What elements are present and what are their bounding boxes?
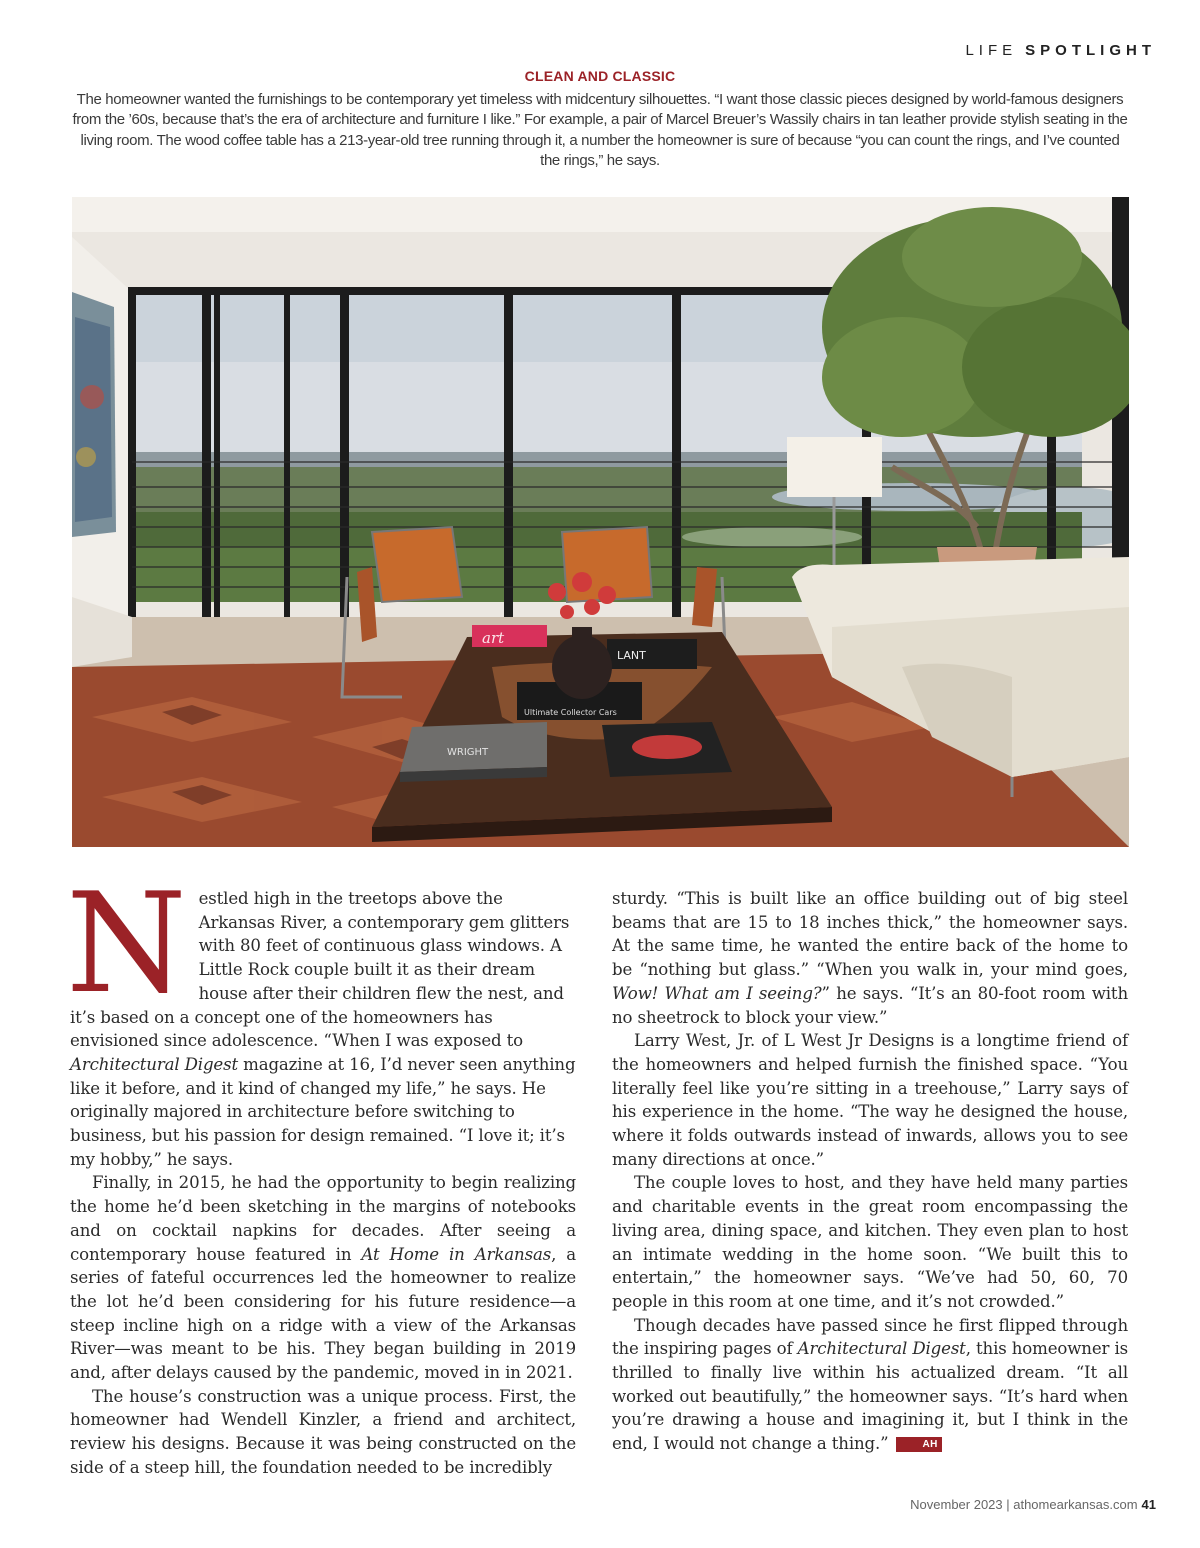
book-title-lant: LANT [617,649,646,662]
book-title-cars: Ultimate Collector Cars [524,708,617,717]
department-label: SPOTLIGHT [1025,42,1156,59]
footer-text: November 2023 | athomearkansas.com [910,1497,1138,1512]
page-number: 41 [1141,1497,1156,1512]
page-footer [910,1497,1156,1512]
article-column-right [612,887,1128,1456]
drop-cap: N [66,863,187,1024]
article-paragraph-4: sturdy. “This is built like an office building out of big steel beams that are 15 to 18 inches thick,” the homeowner says. At the same time, he wanted the entire back of the home to be “nothing but glass.” “When you walk in, your mind goes, Wow! What am I seeing?” he says. “It’s an 80-foot room with no sheetrock to block your view.” [612,889,1128,1027]
living-room-photo [72,197,1129,847]
section-label: LIFE [965,42,1018,59]
book-title-wright: WRIGHT [447,747,489,758]
article-paragraph-1: Nestled high in the treetops above the Arkansas River, a contemporary gem glitters with 80 feet of continuous glass windows. A Little Rock couple built it as their dream house after their children flew the nest, and it’s based on a concept one of the homeowners has envisioned since adolescence. “When I was exposed to Architectural Digest magazine at 16, I’d never seen anything like it before, and it kind of changed my life,” he says. He originally majored in architecture before switching to business, but his passion for design remained. “I love it; it’s my hobby,” he says. [66,863,576,1169]
article-paragraph-5: Larry West, Jr. of L West Jr Designs is a longtime friend of the homeowners and helped furnish the finished space. “You literally feel like you’re sitting in a treehouse,” Larry says of his experience in the home. “The way he designed the house, where it folds outwards instead of inwards, allows you to see many directions at once.” [612,1031,1128,1169]
caption-body: The homeowner wanted the furnishings to be contemporary yet timeless with midcentury silhouettes. “I want those classic pieces designed by world-famous designers from the ’60s, because that’s the era of architecture and furniture I like.” For example, a pair of Marcel Breuer’s Wassily chairs in tan leather provide stylish seating in the living room. The wood coffee table has a 213-year-old tree running through it, a number the homeowner is sure of because “you can count the rings, and I’ve counted the rings,” he says. [72,91,1128,170]
article-paragraph-3: The house’s construction was a unique process. First, the homeowner had Wendell Kinzler, a friend and architect, review his designs. Because it was being constructed on the side of a steep hill, the foundation needed to be incredibly [70,1386,576,1477]
article-paragraph-2: Finally, in 2015, he had the opportunity to begin realizing the home he’d been sketching in the margins of notebooks and on cocktail napkins for decades. After seeing a contemporary house featured in At Home in Arkansas, a series of fateful occurrences led the homeowner to realize the lot he’d been considering for his future residence—a steep incline high on a ridge with a view of the Arkansas River—was meant to be his. They began building in 2019 and, after delays caused by the pandemic, moved in in 2021. [70,1173,576,1383]
article-paragraph-6: The couple loves to host, and they have held many parties and charitable events in the great room encompassing the living area, dining space, and kitchen. They even plan to host an intimate wedding in the home soon. “We built this to entertain,” the homeowner says. “We’ve had 50, 60, 70 people in this room at one time, and it’s not crowded.” [612,1173,1128,1311]
end-mark-badge: AH [896,1437,941,1452]
article-column-left [66,863,576,1480]
book-title-art: art [482,629,505,647]
article-paragraph-7: Though decades have passed since he first flipped through the inspiring pages of Architectural Digest, this homeowner is thrilled to finally live within his actualized dream. “It all worked out beautifully,” the homeowner says. “It’s hard when you’re drawing a house and imagining it, but I think in the end, I would not change a thing.” AH [612,1315,1128,1454]
section-header [965,42,1156,59]
caption-title: CLEAN AND CLASSIC [524,68,676,84]
